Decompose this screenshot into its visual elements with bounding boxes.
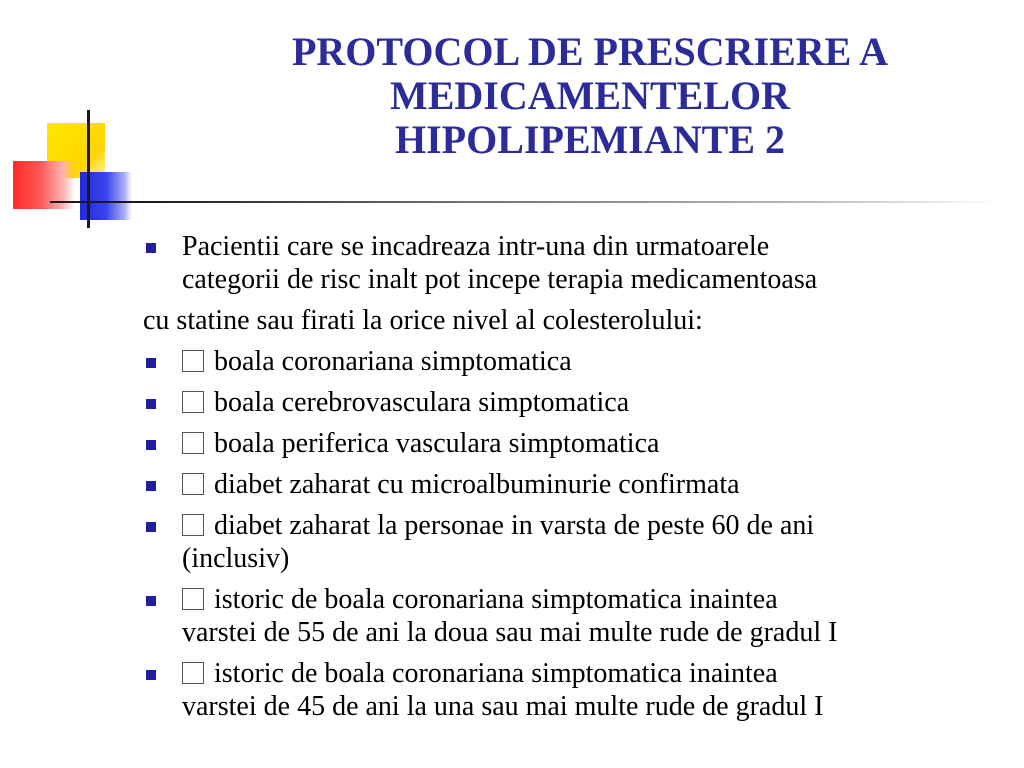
square-bullet-icon bbox=[146, 481, 156, 491]
bullet-text-line: boala coronariana simptomatica bbox=[214, 346, 572, 377]
title-line: MEDICAMENTELOR bbox=[389, 73, 791, 118]
deco-vertical-line bbox=[87, 110, 90, 228]
slide-content bbox=[0, 230, 1024, 731]
square-bullet-icon bbox=[146, 243, 156, 253]
missing-glyph-icon bbox=[182, 391, 204, 413]
bullet-text-line: diabet zaharat la personae in varsta de peste 60 de ani bbox=[214, 510, 815, 541]
missing-glyph-icon bbox=[182, 514, 204, 536]
square-bullet-icon bbox=[146, 522, 156, 532]
slide-title bbox=[180, 30, 1000, 162]
bullet-text-line: boala cerebrovasculara simptomatica bbox=[214, 387, 630, 418]
square-bullet-icon bbox=[146, 358, 156, 368]
square-bullet-icon bbox=[146, 399, 156, 409]
bullet-text-line: boala periferica vasculara simptomatica bbox=[214, 428, 660, 459]
missing-glyph-icon bbox=[182, 662, 204, 684]
square-bullet-icon bbox=[146, 440, 156, 450]
bullet-text-line: istoric de boala coronariana simptomatica inaintea bbox=[214, 584, 778, 615]
bullet-item bbox=[0, 427, 1024, 460]
bullet-item bbox=[0, 468, 1024, 501]
missing-glyph-icon bbox=[182, 432, 204, 454]
bullet-text-line: varstei de 45 de ani la una sau mai multe rude de gradul I bbox=[182, 691, 824, 722]
missing-glyph-icon bbox=[182, 473, 204, 495]
bullet-text-line: categorii de risc inalt pot incepe terapia medicamentoasa bbox=[182, 264, 818, 295]
bullet-intro bbox=[0, 230, 1024, 296]
bullet-text-line: Pacientii care se incadreaza intr-una din urmatoarele bbox=[182, 231, 770, 262]
missing-glyph-icon bbox=[182, 350, 204, 372]
bullet-item bbox=[0, 657, 1024, 723]
title-line: PROTOCOL DE PRESCRIERE A bbox=[291, 29, 889, 74]
square-bullet-icon bbox=[146, 670, 156, 680]
bullet-item bbox=[0, 345, 1024, 378]
square-bullet-icon bbox=[146, 596, 156, 606]
intro-continuation bbox=[0, 304, 1024, 337]
bullet-item bbox=[0, 509, 1024, 575]
bullet-text-line: istoric de boala coronariana simptomatica inaintea bbox=[214, 658, 778, 689]
missing-glyph-icon bbox=[182, 588, 204, 610]
title-line: HIPOLIPEMIANTE 2 bbox=[394, 117, 786, 162]
bullet-text-line: diabet zaharat cu microalbuminurie confirmata bbox=[214, 469, 740, 500]
plain-text-line: cu statine sau firati la orice nivel al colesterolului: bbox=[143, 305, 703, 336]
bullet-item bbox=[0, 583, 1024, 649]
deco-horizontal-rule bbox=[50, 201, 1000, 203]
bullet-item bbox=[0, 386, 1024, 419]
bullet-text-line: varstei de 55 de ani la doua sau mai multe rude de gradul I bbox=[182, 617, 838, 648]
bullet-text-line: (inclusiv) bbox=[182, 543, 290, 574]
